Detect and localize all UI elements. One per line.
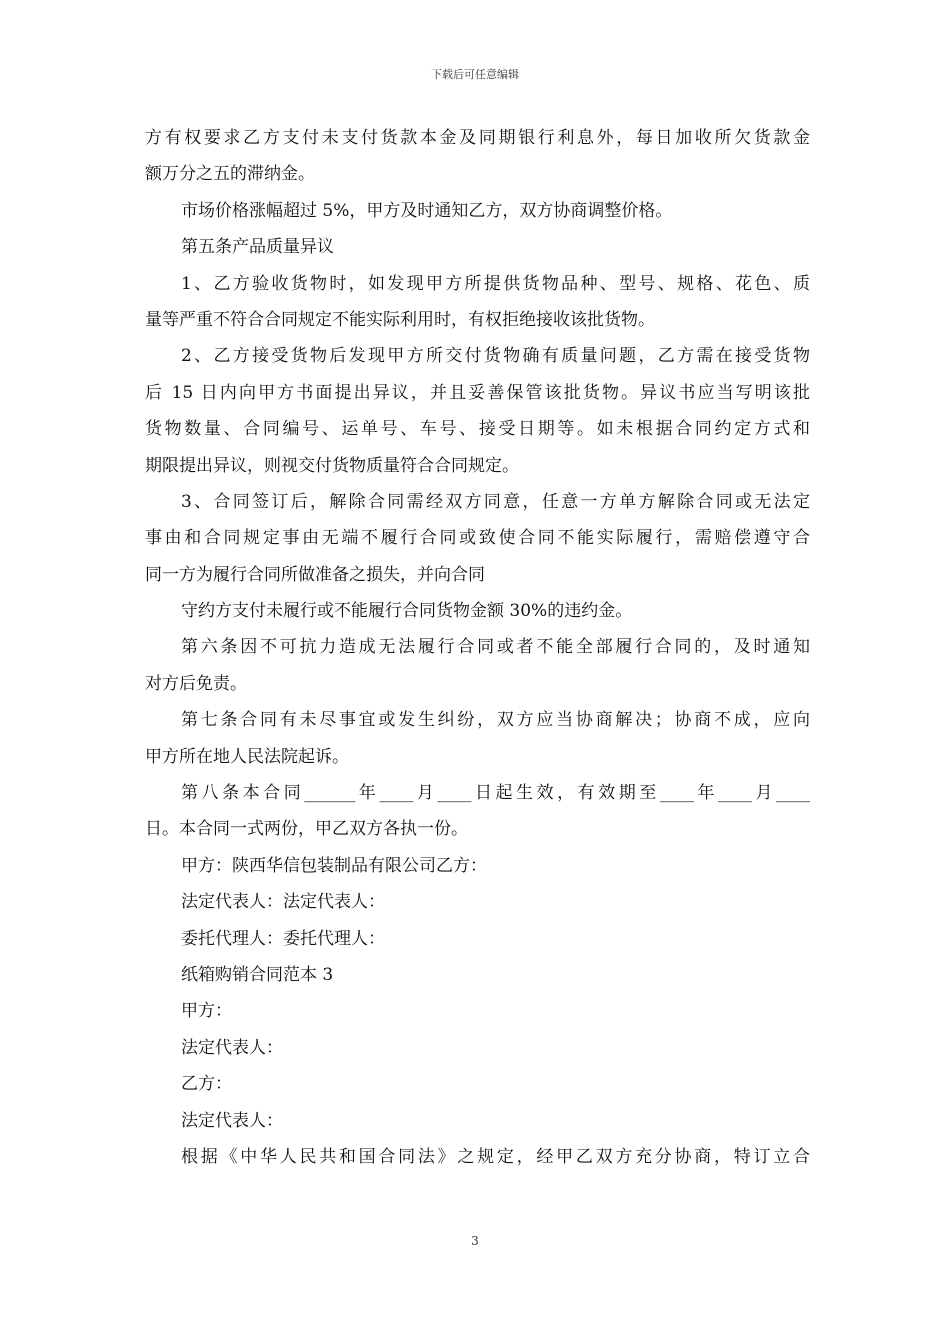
text-line: 期限提出异议，则视交付货物质量符合合同规定。 [145,455,519,476]
text-line: 额万分之五的滞纳金。 [145,164,315,185]
text-line: 甲方所在地人民法院起诉。 [145,746,349,767]
page-number: 3 [471,1234,479,1248]
signature-line: 法定代表人：法定代表人： [181,892,385,913]
text-line: 2、乙方接受货物后发现甲方所交付货物确有质量问题，乙方需在接受货物 [181,346,810,367]
text-line: 第七条合同有未尽事宜或发生纠纷，双方应当协商解决；协商不成，应向 [181,710,810,731]
text-line: 量等严重不符合合同规定不能实际利用时，有权拒绝接收该批货物。 [145,309,655,330]
text-line: 3、合同签订后，解除合同需经双方同意，任意一方单方解除合同或无法定 [181,491,810,512]
party-line: 乙方： [181,1074,232,1095]
text-line: 事由和合同规定事由无端不履行合同或致使合同不能实际履行，需赔偿遵守合 [145,528,810,549]
text-line: 第六条因不可抗力造成无法履行合同或者不能全部履行合同的，及时通知 [181,637,810,658]
party-line: 法定代表人： [181,1037,283,1058]
signature-line: 甲方：陕西华信包装制品有限公司乙方： [181,855,487,876]
section-heading: 纸箱购销合同范本 3 [181,964,334,985]
document-body [145,120,810,1175]
text-line: 第八条本合同______年____月____日起生效，有效期至____年____月____ [181,783,810,804]
text-line: 同一方为履行合同所做准备之损失，并向合同 [145,564,485,585]
section-heading: 第五条产品质量异议 [181,237,334,258]
text-line: 方有权要求乙方支付未支付货款本金及同期银行利息外，每日加收所欠货款金 [145,128,810,148]
party-line: 甲方： [181,1001,232,1022]
page-header: 下载后可任意编辑 [431,68,519,81]
text-line: 对方后免责。 [145,673,247,694]
text-line: 后 15 日内向甲方书面提出异议，并且妥善保管该批货物。异议书应当写明该批 [145,382,810,403]
signature-line: 委托代理人：委托代理人： [181,928,385,949]
text-line: 1、乙方验收货物时，如发现甲方所提供货物品种、型号、规格、花色、质 [181,273,810,294]
text-line: 守约方支付未履行或不能履行合同货物金额 30%的违约金。 [181,601,633,622]
text-line: 市场价格涨幅超过 5%，甲方及时通知乙方，双方协商调整价格。 [181,200,673,221]
text-line: 日。本合同一式两份，甲乙双方各执一份。 [145,819,468,840]
party-line: 法定代表人： [181,1110,283,1131]
text-line: 根据《中华人民共和国合同法》之规定，经甲乙双方充分协商，特订立合 [181,1146,810,1167]
text-line: 货物数量、合同编号、运单号、车号、接受日期等。如未根据合同约定方式和 [145,419,810,440]
